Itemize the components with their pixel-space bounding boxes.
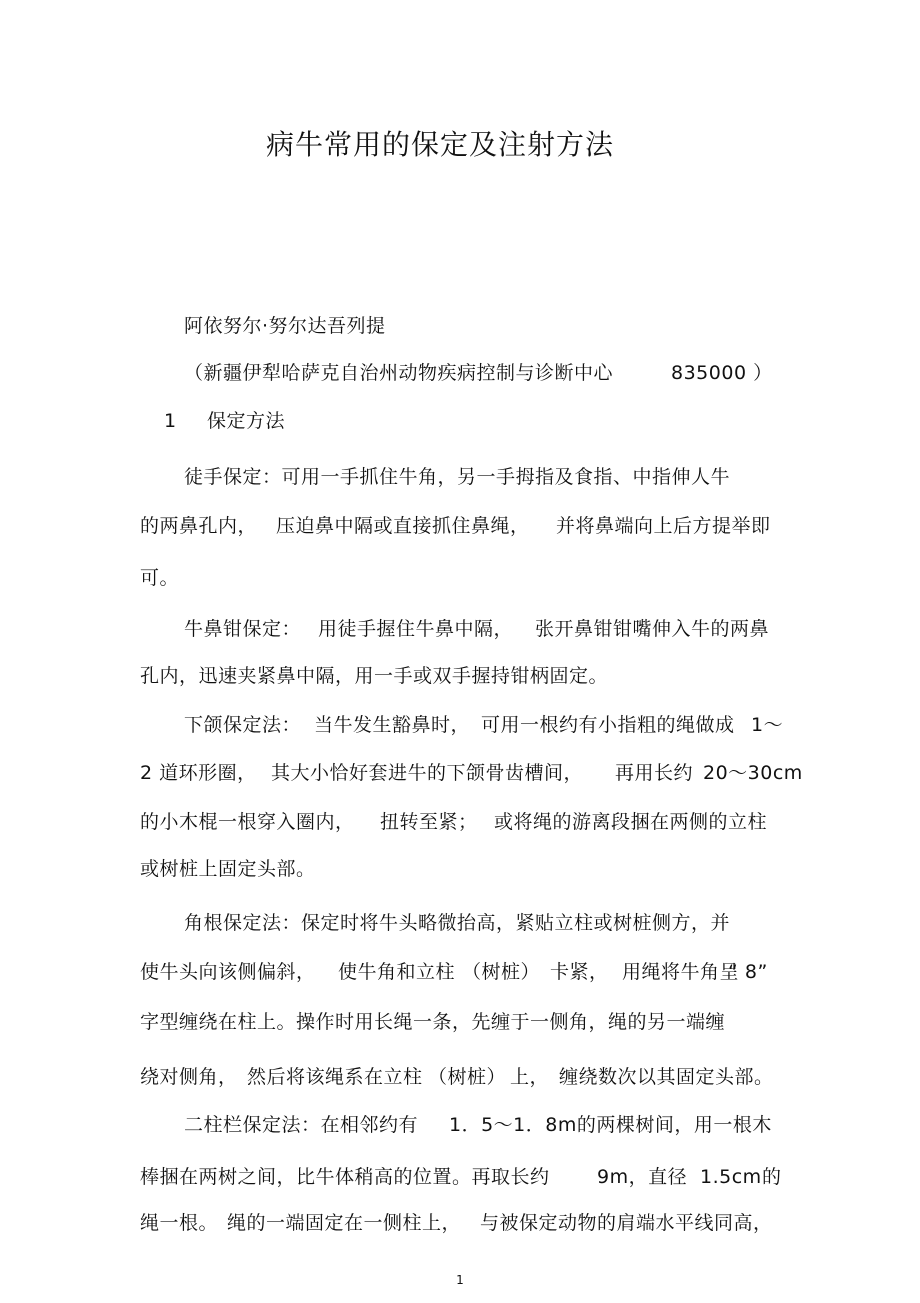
- p4-line-4-d: 上，: [510, 1066, 550, 1088]
- p3-line-2-d: 20～30cm: [703, 762, 803, 784]
- affiliation-postcode: 835000 ）: [671, 362, 773, 384]
- p4-line-4-a: 绕对侧角，: [140, 1066, 238, 1088]
- p5-line-3-c: 与被保定动物的肩端水平线同高，: [480, 1212, 773, 1234]
- p4-line-3: 字型缠绕在柱上。操作时用长绳一条，先缠于一侧角，绳的另一端缠: [140, 1011, 726, 1033]
- section-number: 1: [164, 410, 177, 432]
- p5-line-3-b: 绳的一端固定在一侧柱上，: [227, 1212, 462, 1234]
- p4-line-2-a: 使牛头向该侧偏斜，: [140, 961, 316, 983]
- p3-line-3-a: 的小木棍一根穿入圈内，: [140, 811, 355, 833]
- p3-line-2-a: 2 道环形圈，: [140, 762, 257, 784]
- p4-line-2-c: （树桩）: [462, 961, 541, 983]
- p4-line-4-b: 然后将该绳系在立柱: [247, 1066, 423, 1088]
- p3-line-1-c: 可用一根约有小指粗的绳做成: [481, 714, 735, 736]
- p3-line-3-c: 或将绳的游离段捆在两侧的立柱: [494, 811, 768, 833]
- p2-line-1-b: 用徒手握住牛鼻中隔，: [318, 618, 514, 640]
- p2-line-1-a: 牛鼻钳保定：: [184, 618, 302, 640]
- p1-line-3: 可。: [140, 567, 180, 589]
- p3-line-3-b: 扭转至紧；: [380, 811, 478, 833]
- p5-line-2-b: 9m，直径: [597, 1166, 688, 1188]
- p5-line-2-d: 的: [762, 1166, 782, 1188]
- p1-line-1: 徒手保定：可用一手抓住牛角，另一手拇指及食指、中指伸人牛: [184, 466, 731, 488]
- p4-line-1: 角根保定法：保定时将牛头略微抬高，紧贴立柱或树桩侧方，并: [184, 912, 731, 934]
- p5-line-3-a: 绳一根。: [140, 1212, 219, 1234]
- page-number: 1: [456, 1273, 464, 1287]
- p1-line-2-a: 的两鼻孔内，: [140, 515, 258, 537]
- p5-line-1-b: 1．5～1．8m的两棵树间，用一根木: [449, 1114, 772, 1136]
- p5-line-2-c: 1.5cm: [700, 1166, 762, 1188]
- p4-line-2-e: 用绳将牛角呈: [622, 961, 740, 983]
- p5-line-1-a: 二柱栏保定法：在相邻约有: [184, 1114, 419, 1136]
- p4-line-4-e: 缠绕数次以其固定头部。: [559, 1066, 774, 1088]
- p1-line-2-b: 压迫鼻中隔或直接抓住鼻绳，: [276, 515, 530, 537]
- p3-line-1-a: 下颌保定法：: [184, 714, 302, 736]
- p2-line-1-c: 张开鼻钳钳嘴伸入牛的两鼻: [535, 618, 770, 640]
- p3-line-2-b: 其大小恰好套进牛的下颌骨齿槽间，: [271, 762, 584, 784]
- p2-line-2: 孔内，迅速夹紧鼻中隔，用一手或双手握持钳柄固定。: [140, 665, 609, 687]
- p3-line-2-c: 再用长约: [615, 762, 694, 784]
- p4-line-2-d: 卡紧，: [550, 961, 609, 983]
- section-title: 保定方法: [207, 410, 286, 432]
- affiliation-org: （新疆伊犁哈萨克自治州动物疾病控制与诊断中心: [184, 362, 614, 384]
- document-title: 病牛常用的保定及注射方法: [265, 128, 614, 161]
- p3-line-1-d: 1～: [751, 714, 784, 736]
- p4-line-4-c: （树桩）: [428, 1066, 507, 1088]
- p5-line-2-a: 棒捆在两树之间，比牛体稍高的位置。再取长约: [140, 1166, 550, 1188]
- p1-line-2-c: 并将鼻端向上后方提举即: [556, 515, 771, 537]
- author-name: 阿依努尔·努尔达吾列提: [184, 315, 386, 337]
- p4-line-2-b: 使牛角和立柱: [338, 961, 456, 983]
- p4-line-2-f: “ 8”: [728, 961, 768, 983]
- p3-line-4: 或树桩上固定头部。: [140, 858, 316, 880]
- p3-line-1-b: 当牛发生豁鼻时，: [314, 714, 471, 736]
